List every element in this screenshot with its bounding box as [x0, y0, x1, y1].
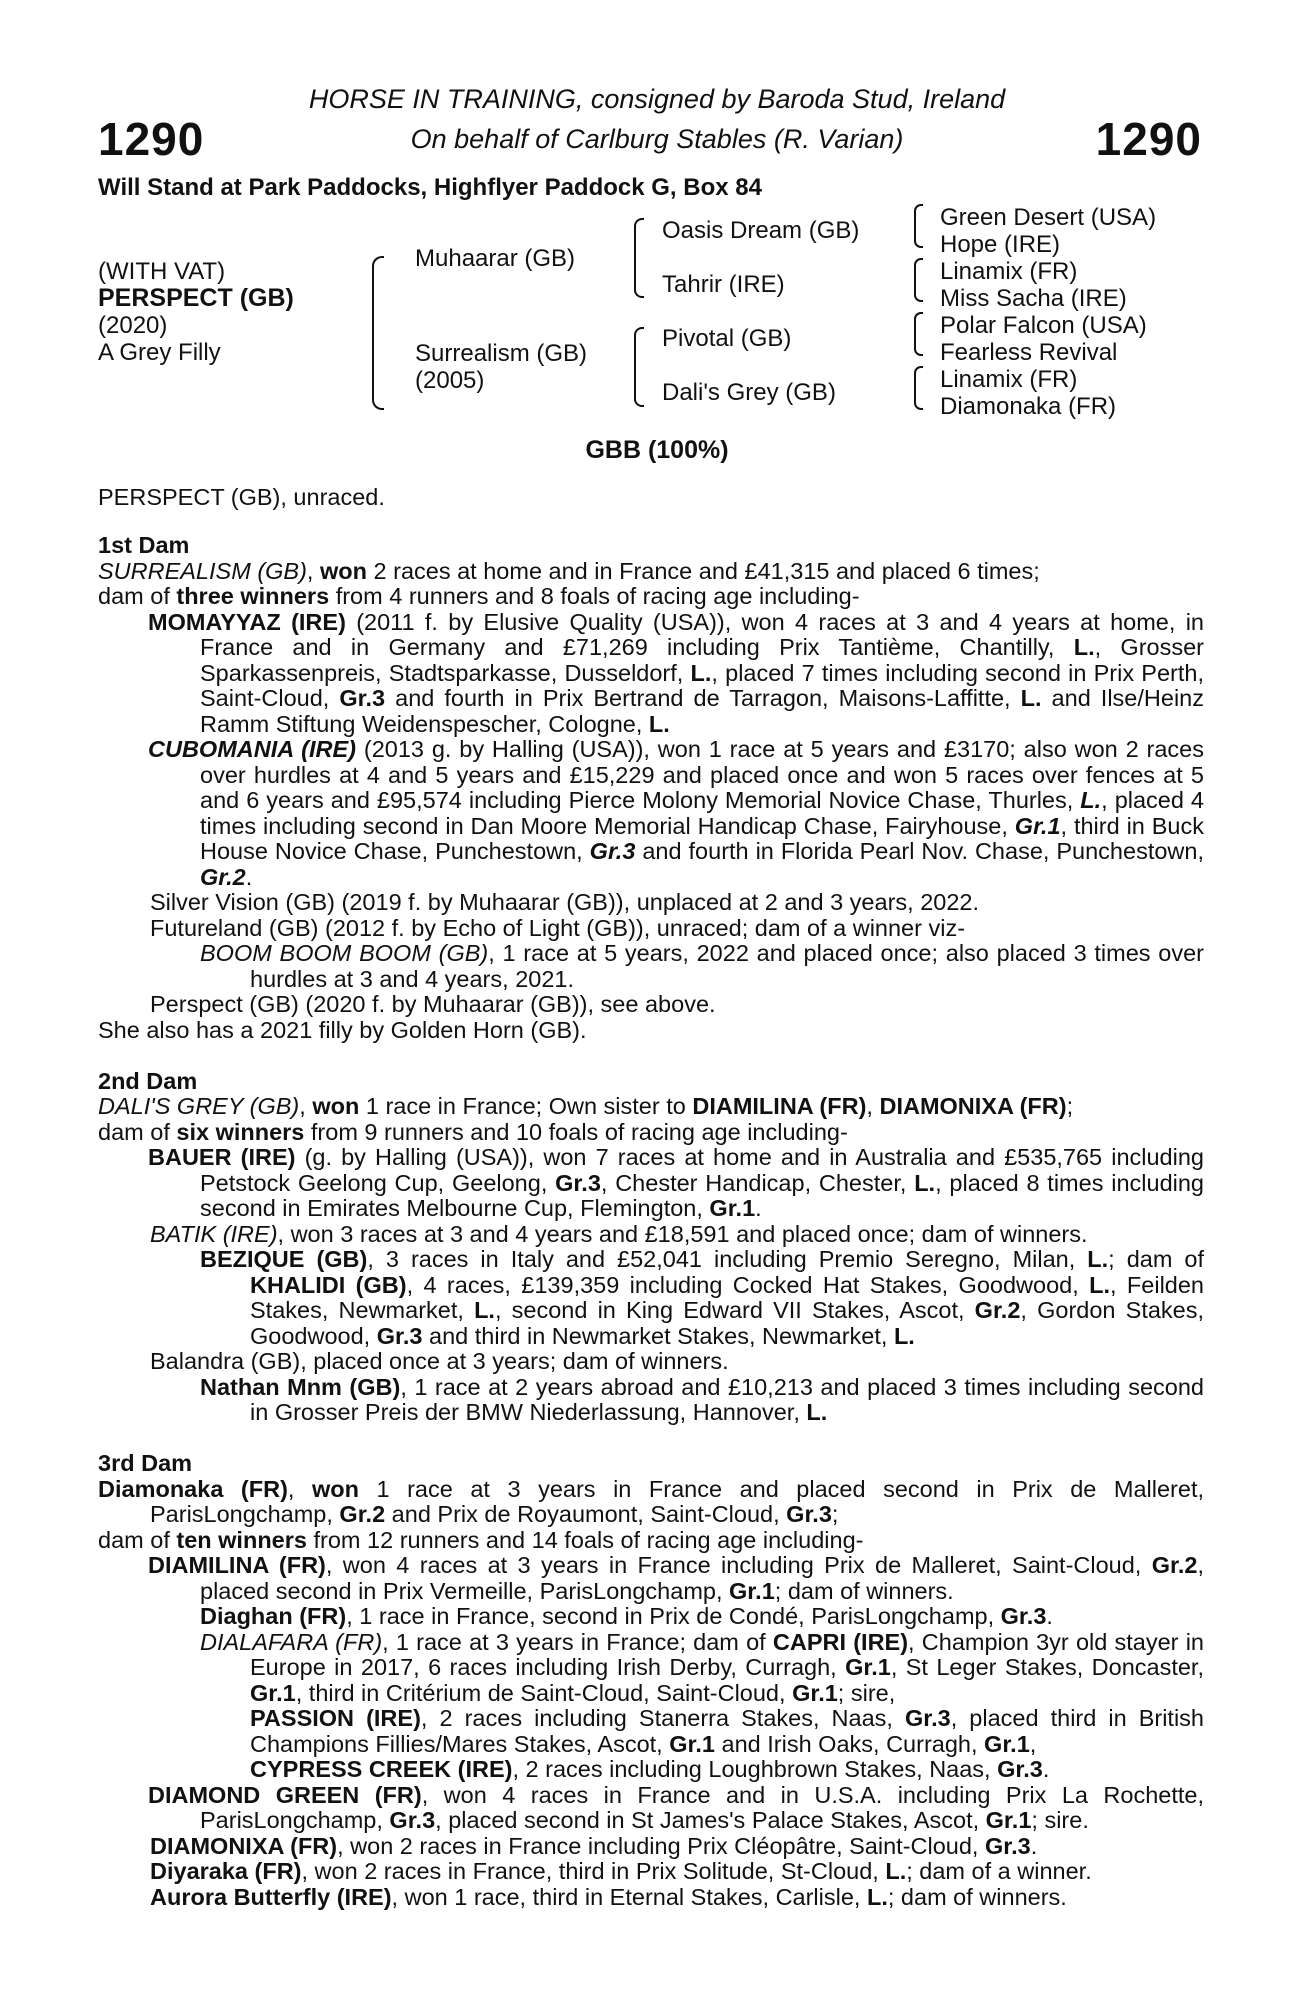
entry-perspect: Perspect (GB) (2020 f. by Muhaarar (GB)), see above. [150, 991, 716, 1017]
text: , 1 race at 3 years in France; dam of [382, 1628, 773, 1655]
text: (g. by Halling (USA)), won 7 races at home and in Australia and £535,765 including Petstock Geelong Cup, Geelong, [200, 1144, 1204, 1196]
horse-year: (2020) [98, 312, 168, 339]
third-dam-produce [98, 1528, 1204, 1554]
grade: L. [1089, 1271, 1111, 1298]
text: , won 2 races in France, third in Prix Solitude, St-Cloud, [301, 1858, 886, 1884]
grade: Gr.2 [339, 1501, 386, 1527]
lot-number-right: 1290 [1095, 113, 1202, 165]
text: . [245, 863, 253, 890]
horse-name: CUBOMANIA (IRE) [148, 736, 357, 762]
text: , won 1 race, third in Eternal Stakes, Carlisle, [391, 1883, 867, 1910]
grade: Gr.3 [389, 1807, 436, 1833]
dam-name: Diamonaka (FR) [98, 1475, 288, 1502]
text: from 12 runners and 14 foals of racing age including- [306, 1526, 864, 1553]
text: , [866, 1093, 880, 1119]
dam-sire: Pivotal (GB) [662, 325, 792, 352]
text: dam of [98, 583, 177, 609]
horse-name: DIALAFARA (FR) [200, 1628, 383, 1655]
second-dam-produce [98, 1120, 1204, 1146]
text: , 3 races in Italy and £52,041 including Premio Seregno, Milan, [367, 1246, 1088, 1272]
horse-name: CAPRI (IRE) [772, 1628, 909, 1655]
horse-name: MOMAYYAZ (IRE) [148, 608, 346, 635]
text: ; sire, [837, 1679, 896, 1706]
entry-nathan-mnm [98, 1375, 1204, 1426]
text: ; sire. [1031, 1807, 1089, 1833]
dam-name: DALI'S GREY (GB) [98, 1093, 300, 1119]
dam-name: SURREALISM (GB) [98, 557, 307, 584]
winners-count: six winners [176, 1118, 305, 1145]
gen3-bracket-1 [914, 204, 923, 248]
text: , won 4 races at 3 years in France including Prix de Malleret, Saint-Cloud, [325, 1552, 1152, 1578]
grade: Gr.1 [669, 1730, 715, 1757]
horse-name: BOOM BOOM BOOM (GB) [200, 940, 489, 966]
grade: Gr.3 [555, 1169, 601, 1196]
text: (2011 f. by Elusive Quality (USA)), won 4 races at 3 and 4 years at home, in France and in Germany and £71,269 including Prix Tantième, Chantilly, [200, 608, 1204, 660]
gen3-bracket-2 [914, 258, 923, 302]
text: and Irish Oaks, Curragh, [714, 1730, 985, 1757]
won-word: won [319, 557, 367, 584]
text: , 2 races including Loughbrown Stakes, Naas, [512, 1756, 998, 1782]
horse-name: PERSPECT (GB) [98, 284, 294, 312]
grade: L. [885, 1858, 907, 1884]
horse-name: CYPRESS CREEK (IRE) [250, 1756, 513, 1782]
first-dam-summary: SURREALISM (GB), won 2 races at home and in France and £41,315 and placed 6 times; [98, 557, 1040, 584]
second-dam-heading: 2nd Dam [98, 1067, 198, 1094]
grade: Gr.3 [589, 838, 636, 864]
text: (2013 g. by Halling (USA)), won 1 race at 5 years and £3170; also won 2 races over hurdles at 4 and 5 years and £15,229 and placed once and won 5 races over fences at 5 and 6 years and £95,574 including Pierce Molony Memorial Novice Chase, Thurles, [200, 736, 1204, 813]
grade: Gr.1 [250, 1679, 296, 1706]
entry-diaghan [98, 1604, 1204, 1630]
text: from 9 runners and 10 foals of racing age including- [304, 1118, 848, 1145]
horse-name: PASSION (IRE) [250, 1705, 421, 1731]
winners-count: three winners [176, 583, 330, 609]
text: . [1030, 1832, 1038, 1859]
text: . [1046, 1603, 1053, 1629]
text: and fourth in Prix Bertrand de Tarragon, Maisons-Laffitte, [385, 685, 1021, 711]
text: dam of [98, 1526, 177, 1553]
text: . [1042, 1756, 1050, 1782]
entry-diamonixa [98, 1834, 1204, 1860]
won-word: won [312, 1093, 360, 1119]
grade: L. [690, 659, 712, 686]
dam-name: Surrealism (GB) [415, 340, 588, 367]
grade: Gr.3 [339, 685, 386, 711]
text: and fourth in Florida Pearl Nov. Chase, Punchestown, [635, 838, 1204, 864]
entry-diamond-green [98, 1783, 1204, 1834]
horse-name: DIAMOND GREEN (FR) [148, 1781, 422, 1808]
text: , 4 races, £139,359 including Cocked Hat Stakes, Goodwood, [406, 1271, 1090, 1298]
also-line: She also has a 2021 filly by Golden Horn (GB). [98, 1016, 587, 1043]
text: 1 race at 3 years in France and placed second in Prix de Malleret, ParisLongchamp, [150, 1475, 1204, 1527]
on-behalf-line: On behalf of Carlburg Stables (R. Varian) [410, 124, 904, 154]
grade: Gr.1 [1014, 812, 1061, 839]
entry-diyaraka [98, 1859, 1204, 1885]
gen3-7: Linamix (FR) [940, 366, 1078, 393]
grade: L. [914, 1169, 936, 1196]
grade: Gr.1 [792, 1679, 838, 1706]
text: , won 3 races at 3 and 4 years and £18,591 and placed once; dam of winners. [277, 1220, 1088, 1247]
text: and Ilse/Heinz Ramm Stiftung Weidenspescher, Cologne, [200, 685, 1204, 737]
horse-name: BEZIQUE (GB) [200, 1246, 368, 1272]
entry-batik [98, 1222, 1204, 1248]
text: , Feilden Stakes, Newmarket, [250, 1271, 1204, 1323]
grade: Gr.3 [904, 1705, 951, 1731]
grade: Gr.3 [997, 1756, 1043, 1782]
text: ; dam of winners. [774, 1577, 954, 1604]
grade: L. [866, 1883, 888, 1910]
vat-note: (WITH VAT) [98, 258, 226, 285]
sire-sire: Oasis Dream (GB) [662, 217, 860, 244]
gen3-bracket-3 [914, 312, 923, 356]
text: , 1 race at 2 years abroad and £10,213 and placed 3 times including second in Grosser Preis der BMW Niederlassung, Hannover, [250, 1373, 1204, 1425]
horse-name: DIAMONIXA (FR) [879, 1093, 1067, 1119]
text: ; [831, 1501, 839, 1527]
text: 2 races at home and in France and £41,315 and placed 6 times; [366, 557, 1040, 584]
entry-cubomania [98, 737, 1204, 890]
pedigree-bracket [372, 256, 384, 410]
text: , Grosser Sparkassenpreis, Stadtsparkasse, Dusseldorf, [200, 634, 1204, 686]
second-dam-summary: DALI'S GREY (GB), won 1 race in France; Own sister to DIAMILINA (FR), DIAMONIXA (FR); [98, 1093, 1074, 1119]
text: , second in King Edward VII Stakes, Ascot, [494, 1297, 975, 1323]
lot-number-left: 1290 [98, 113, 205, 165]
first-dam-produce [98, 584, 1204, 610]
gen3-2: Hope (IRE) [940, 231, 1061, 258]
grade: Gr.1 [845, 1654, 891, 1680]
grade: L. [648, 710, 670, 737]
dam-bracket [634, 327, 644, 407]
grade: L. [1020, 685, 1042, 711]
grade: Gr.3 [1000, 1603, 1047, 1629]
text: , third in Buck House Novice Chase, Punchestown, [200, 812, 1204, 864]
text: , placed 7 times including second in Prix Perth, Saint-Cloud, [200, 659, 1204, 711]
text: , placed second in St James's Palace Stakes, Ascot, [435, 1807, 986, 1833]
gen3-1: Green Desert (USA) [940, 204, 1157, 231]
entry-balandra: Balandra (GB), placed once at 3 years; dam of winners. [150, 1348, 729, 1374]
grade: L. [1080, 787, 1102, 813]
entry-bezique [98, 1247, 1204, 1349]
text: dam of [98, 1118, 177, 1145]
gen3-3: Linamix (FR) [940, 258, 1078, 285]
text: , St Leger Stakes, Doncaster, [890, 1654, 1204, 1680]
consignment-line: HORSE IN TRAINING, consigned by Baroda Stud, Ireland [308, 84, 1006, 114]
grade: L. [893, 1322, 915, 1349]
horse-name: Diyaraka (FR) [150, 1858, 302, 1884]
grade: Gr.1 [985, 1807, 1032, 1833]
horse-name: DIAMILINA (FR) [692, 1093, 867, 1119]
text: , 2 races including Stanerra Stakes, Naas, [420, 1705, 905, 1731]
text: ; [1066, 1093, 1074, 1119]
text: , Champion 3yr old stayer in Europe in 2017, 6 races including Irish Derby, Curragh, [250, 1628, 1204, 1680]
entry-silver-vision: Silver Vision (GB) (2019 f. by Muhaarar (GB)), unplaced at 2 and 3 years, 2022. [150, 889, 980, 915]
third-dam-summary: Diamonaka (FR), won 1 race at 3 years in France and placed second in Prix de Malleret, ParisLongchamp, Gr.2 and Prix de Royaumont, Saint-Cloud, Gr.3; [98, 1475, 1204, 1527]
horse-name: Aurora Butterfly (IRE) [150, 1883, 392, 1910]
entry-dialafara: DIALAFARA (FR), 1 race at 3 years in France; dam of CAPRI (IRE), Champion 3yr old stayer in Europe in 2017, 6 races including Irish Derby, Curragh, Gr.1, St Leger Stakes, Doncaster, Gr.1, third in Critérium de Saint-Cloud, Saint-Cloud, Gr.1; sire, PASSION (IRE), 2 races including Stanerra Stakes, Naas, Gr.3, placed third in British Champions Fillies/Mares Stakes, Ascot, Gr.1 and Irish Oaks, Curragh, Gr.1, CYPRESS CREEK (IRE), 2 races including Loughbrown Stakes, Naas, Gr.3. [200, 1628, 1204, 1782]
text: ; dam of a winner. [906, 1858, 1092, 1884]
dam-dam: Dali's Grey (GB) [662, 379, 836, 406]
gen3-8: Diamonaka (FR) [940, 393, 1117, 420]
grade: Gr.1 [709, 1195, 756, 1221]
entry-boom-boom-boom [98, 941, 1204, 992]
text: ; dam of winners. [887, 1883, 1067, 1910]
text: , Chester Handicap, Chester, [600, 1169, 915, 1196]
grade: Gr.2 [974, 1297, 1021, 1323]
horse-name: BAUER (IRE) [148, 1144, 296, 1170]
dam-year: (2005) [415, 367, 485, 394]
text: , placed 8 times including second in Emirates Melbourne Cup, Flemington, [200, 1169, 1205, 1221]
sire-dam: Tahrir (IRE) [662, 271, 785, 298]
catalogue-body [98, 533, 1204, 1910]
text: and Prix de Royaumont, Saint-Cloud, [385, 1501, 787, 1527]
sire-bracket [634, 218, 644, 298]
text: , Gordon Stakes, Goodwood, [250, 1297, 1205, 1349]
grade: L. [1073, 634, 1095, 660]
horse-name: DIAMILINA (FR) [148, 1552, 326, 1578]
horse-name: Nathan Mnm (GB) [200, 1373, 401, 1400]
text: and third in Newmarket Stakes, Newmarket, [422, 1322, 894, 1349]
text: , placed 4 times including second in Dan Moore Memorial Handicap Chase, Fairyhouse, [200, 787, 1204, 839]
entry-futureland: Futureland (GB) (2012 f. by Echo of Light (GB)), unraced; dam of a winner viz- [150, 914, 966, 941]
gen3-6: Fearless Revival [940, 339, 1118, 366]
text: , 1 race at 5 years, 2022 and placed once; also placed 3 times over hurdles at 3 and 4 years, 2021. [250, 940, 1204, 992]
grade: L. [474, 1297, 495, 1323]
gen3-bracket-4 [914, 366, 923, 410]
text: ; dam of [1108, 1246, 1205, 1272]
grade: Gr.3 [984, 1832, 1031, 1859]
sire-name: Muhaarar (GB) [415, 245, 576, 272]
text: . [755, 1195, 762, 1221]
winners-count: ten winners [176, 1526, 307, 1553]
horse-name: DIAMONIXA (FR) [150, 1832, 338, 1859]
won-word: won [311, 1475, 359, 1502]
text: , third in Critérium de Saint-Cloud, Saint-Cloud, [295, 1679, 793, 1706]
entry-bauer [98, 1145, 1204, 1222]
gen3-5: Polar Falcon (USA) [940, 312, 1147, 339]
grade: Gr.3 [376, 1322, 423, 1349]
text: , won 4 races in France and in U.S.A. including Prix La Rochette, ParisLongchamp, [200, 1781, 1204, 1833]
intro-line: PERSPECT (GB), unraced. [98, 484, 385, 510]
grade: Gr.3 [786, 1501, 832, 1527]
horse-name: Diaghan (FR) [200, 1603, 347, 1629]
text: , placed third in British Champions Fillies/Mares Stakes, Ascot, [250, 1705, 1204, 1757]
grade: Gr.2 [200, 863, 246, 890]
horse-name: BATIK (IRE) [150, 1220, 278, 1247]
text: , won 2 races in France including Prix Cléopâtre, Saint-Cloud, [337, 1832, 985, 1859]
horse-desc: A Grey Filly [98, 339, 221, 366]
stand-location: Will Stand at Park Paddocks, Highflyer Paddock G, Box 84 [98, 174, 762, 201]
text: , 1 race in France, second in Prix de Condé, ParisLongchamp, [346, 1603, 1001, 1629]
third-dam-heading: 3rd Dam [98, 1450, 193, 1476]
grade: Gr.1 [729, 1577, 775, 1604]
gbb-badge: GBB (100%) [585, 436, 729, 464]
text: 1 race in France; Own sister to [359, 1093, 693, 1119]
entry-aurora-butterfly [98, 1885, 1204, 1911]
grade: Gr.2 [1151, 1552, 1198, 1578]
grade: L. [1087, 1246, 1109, 1272]
grade: Gr.1 [984, 1730, 1030, 1757]
gen3-4: Miss Sacha (IRE) [940, 285, 1127, 312]
first-dam-heading: 1st Dam [98, 532, 190, 558]
entry-diamilina [98, 1553, 1204, 1604]
horse-name: KHALIDI (GB) [250, 1271, 407, 1298]
text: from 4 runners and 8 foals of racing age including- [329, 583, 860, 609]
text: , placed second in Prix Vermeille, ParisLongchamp, [200, 1552, 1204, 1604]
entry-momayyaz [98, 610, 1204, 738]
grade: L. [806, 1399, 828, 1425]
